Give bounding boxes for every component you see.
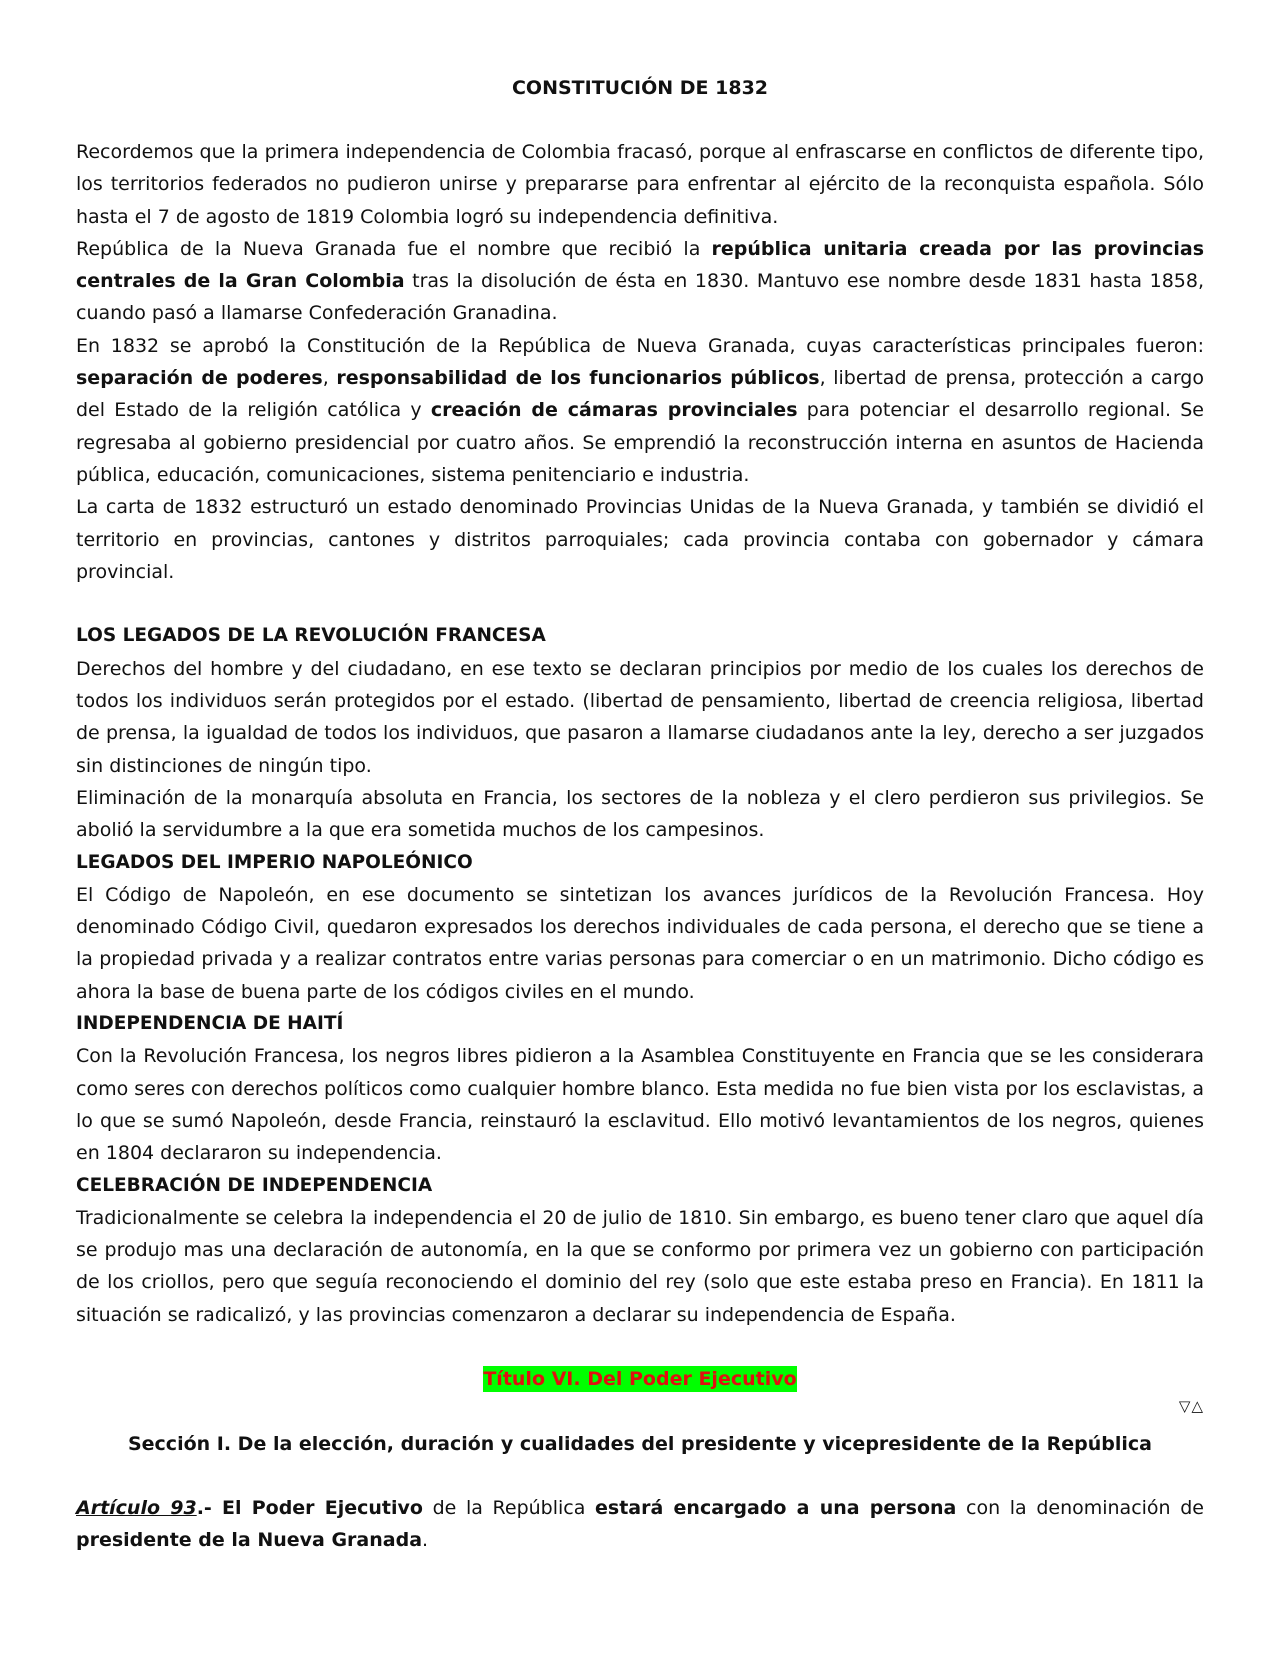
paragraph-haiti: Con la Revolución Francesa, los negros libres pidieron a la Asamblea Constituyente en Francia que se les considerara como seres con derechos políticos como cualquier hombre blanco. Esta medida no fue bien vista por los esclavistas, a lo que se sumó Napoleón, desde Francia, reinstauró la esclavitud. Ello motivó levantamientos de los negros, quienes en 1804 declararon su independencia.	[76, 1045, 1204, 1165]
paragraph-first-independence: Recordemos que la primera independencia de Colombia fracasó, porque al enfrascarse en conflictos de diferente tipo, los territorios federados no pudieron unirse y prepararse para enfrentar al ejército de la reconquista española. Sólo hasta el 7 de agosto de 1819 Colombia logró su independencia definitiva.	[76, 141, 1204, 228]
paragraph-rights: Derechos del hombre y del ciudadano, en ese texto se declaran principios por medio de los cuales los derechos de todos los individuos serán protegidos por el estado. (libertad de pensamiento, libertad de creencia religiosa, libertad de prensa, la igualdad de todos los individuos, que pasaron a llamarse ciudadanos ante la ley, derecho a ser juzgados sin distinciones de ningún tipo.	[76, 657, 1204, 777]
paragraph-celebration: Tradicionalmente se celebra la independencia el 20 de julio de 1810. Sin embargo, es bueno tener claro que aquel día se produjo mas una declaración de autonomía, en la que se conformo por primera vez un gobierno con participación de los criollos, pero que seguía reconociendo el dominio del rey (solo que este estaba preso en Francia). En 1811 la situación se radicalizó, y las provincias comenzaron a declarar su independencia de España.	[76, 1206, 1204, 1326]
text-run: , libertad de prensa, protección a cargo del Estado de la religión católica y	[76, 367, 1204, 422]
paragraph-napoleon-code: El Código de Napoleón, en ese documento se sintetizan los avances jurídicos de la Revolución Francesa. Hoy denominado Código Civil, quedaron expresados los derechos individuales de cada persona, el derecho que se tiene a la propiedad privada y a realizar contratos entre varias personas para comerciar o en un matrimonio. Dicho código es ahora la base de buena parte de los códigos civiles en el mundo.	[76, 883, 1204, 1003]
bold-run: .-	[196, 1496, 223, 1519]
text-run: con la denominación de	[956, 1496, 1204, 1519]
text-run: En 1832 se aprobó la Constitución de la República de Nueva Granada, cuyas características principales fueron:	[76, 334, 1204, 357]
article-reference: Artículo 93	[76, 1496, 197, 1519]
text-run: para potenciar el desarrollo regional. Se regresaba al gobierno presidencial por cuatro años. Se emprendió la reconstrucción interna en asuntos de Hacienda pública, educación, comunicaciones, sistema penitenciario e industria.	[76, 399, 1204, 486]
bold-run: estará encargado a una persona	[595, 1496, 957, 1519]
heading-haiti: INDEPENDENCIA DE HAITÍ	[76, 1013, 344, 1035]
text-run: de la República	[422, 1496, 596, 1519]
heading-french-revolution: LOS LEGADOS DE LA REVOLUCIÓN FRANCESA	[76, 625, 546, 647]
paragraph-nueva-granada	[76, 233, 1204, 330]
heading-napoleonic-empire: LEGADOS DEL IMPERIO NAPOLEÓNICO	[76, 851, 473, 873]
document-title: CONSTITUCIÓN DE 1832	[511, 77, 769, 99]
paragraph-constitution-1832	[76, 330, 1204, 491]
blank-line	[76, 588, 1204, 620]
blank-line	[76, 1331, 1204, 1363]
bold-run: separación de poderes	[76, 367, 323, 390]
heading-celebration: CELEBRACIÓN DE INDEPENDENCIA	[76, 1174, 433, 1196]
title-vi-line	[76, 1363, 1204, 1395]
text-run: tras la disolución de ésta en 1830. Mantuvo ese nombre desde 1831 hasta 1858, cuando pasó a llamarse Confederación Granadina.	[76, 270, 1204, 325]
text-run: .	[422, 1528, 429, 1551]
paragraph-carta-1832: La carta de 1832 estructuró un estado denominado Provincias Unidas de la Nueva Granada, y también se dividió el territorio en provincias, cantones y distritos parroquiales; cada provincia contaba con gobernador y cámara provincial.	[76, 496, 1204, 583]
bold-run: responsabilidad de los funcionarios públicos	[336, 367, 820, 390]
title-vi-highlight: Título VI. Del Poder Ejecutivo	[483, 1368, 797, 1391]
bold-run: creación de cámaras provinciales	[430, 399, 798, 422]
bold-run: presidente de la Nueva Granada	[76, 1528, 423, 1551]
section-i-title: Sección I. De la elección, duración y cualidades del presidente y vicepresidente de la República	[127, 1432, 1153, 1455]
paragraph-article-93	[76, 1492, 1204, 1557]
bold-run: El Poder Ejecutivo	[222, 1496, 423, 1519]
collapse-arrows-icon[interactable]: ▽△	[1178, 1396, 1204, 1415]
bold-run: república unitaria creada por las provincias centrales de la Gran Colombia	[76, 237, 1205, 293]
paragraph-monarchy: Eliminación de la monarquía absoluta en Francia, los sectores de la nobleza y el clero perdieron sus privilegios. Se abolió la servidumbre a la que era sometida muchos de los campesinos.	[76, 786, 1204, 842]
text-run: República de la Nueva Granada fue el nombre que recibió la	[76, 237, 712, 260]
text-run: ,	[322, 367, 337, 390]
